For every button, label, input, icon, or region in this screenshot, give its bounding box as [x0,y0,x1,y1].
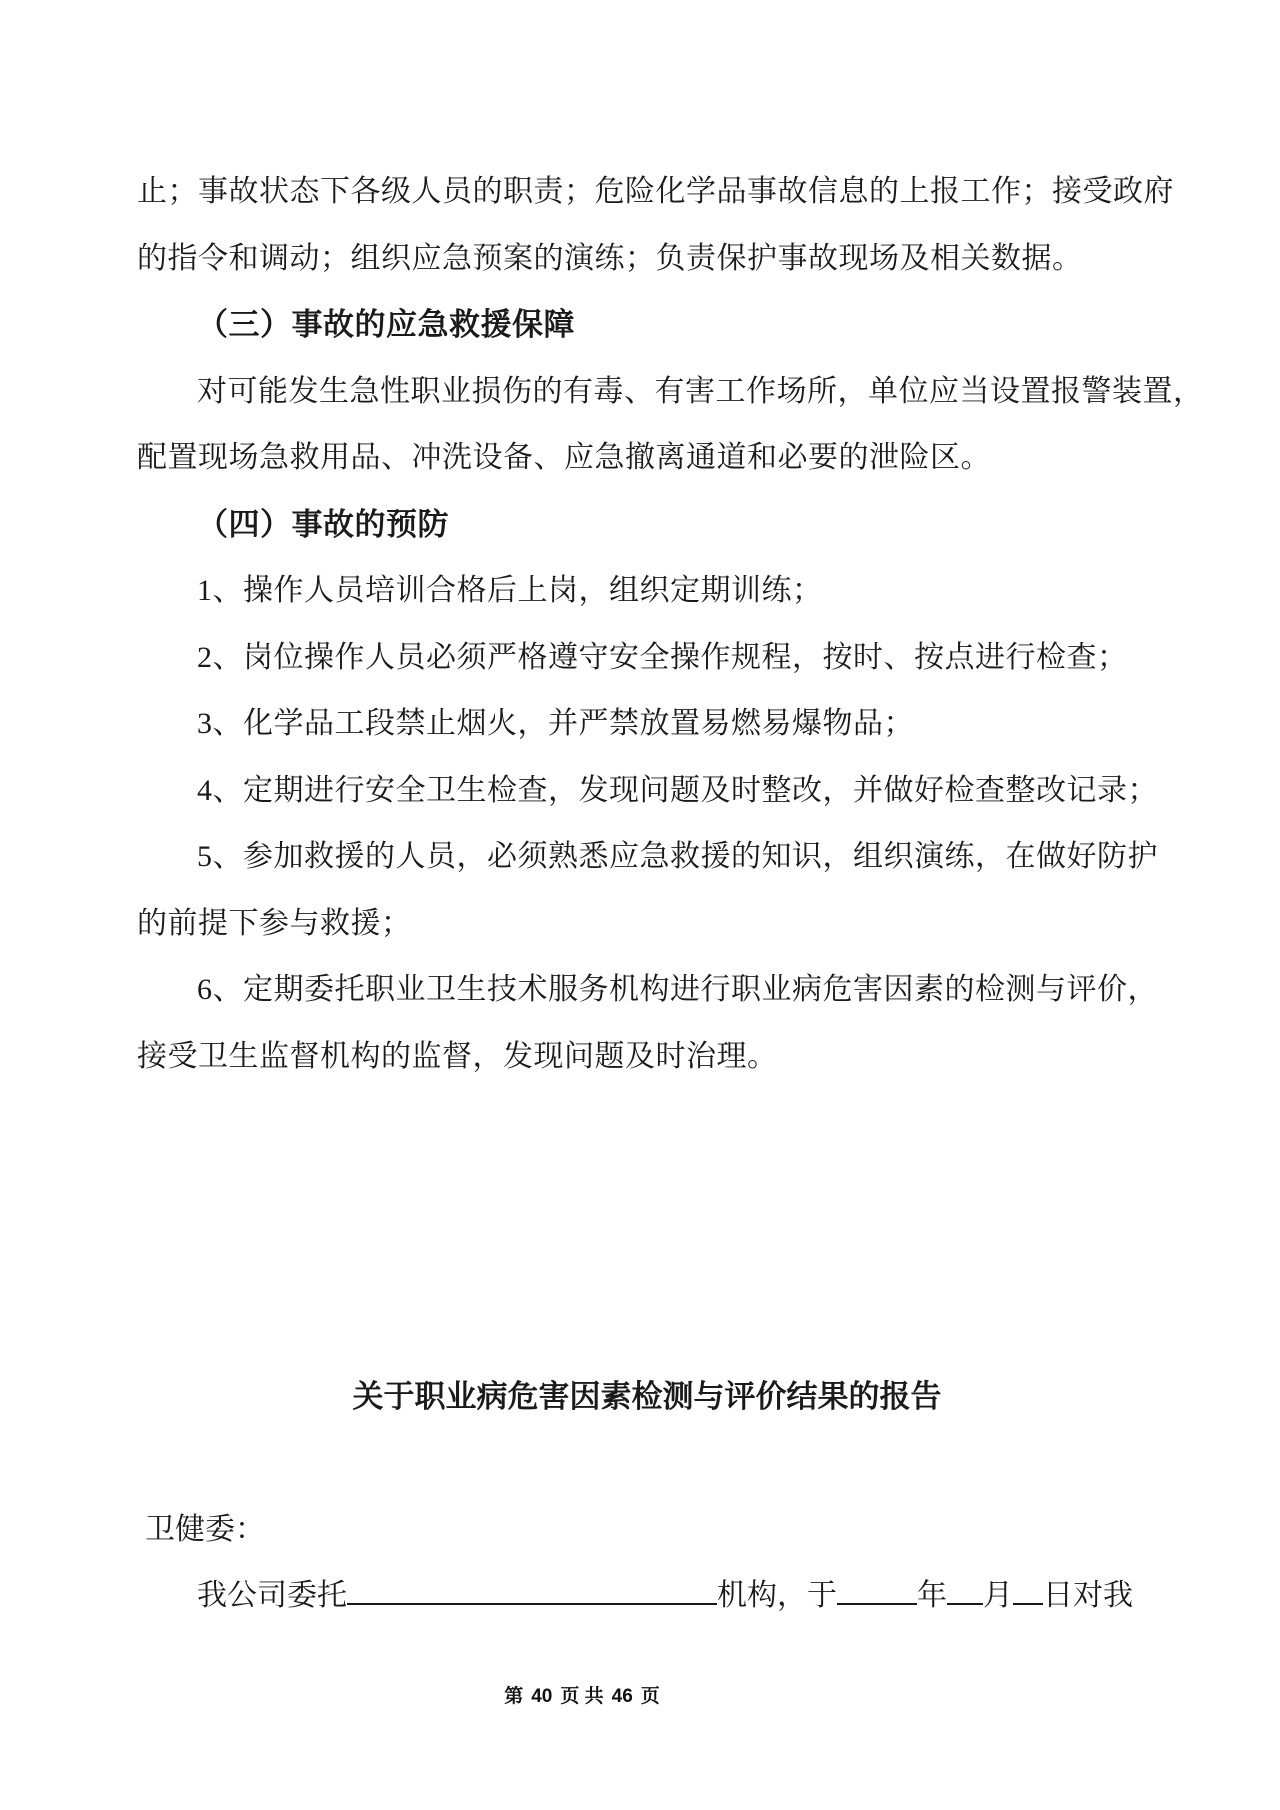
blank-month [947,1578,983,1606]
commission-text-org: 机构，于 [717,1579,837,1612]
list-item-1: 1、操作人员培训合格后上岗，组织定期训练； [197,574,823,607]
commission-text-year: 年 [917,1579,947,1612]
body-line: 的指令和调动；组织应急预案的演练；负责保护事故现场及相关数据。 [137,241,1083,275]
body-line: 对可能发生急性职业损伤的有毒、有害工作场所，单位应当设置报警装置， [197,374,1204,408]
footer-current-page: 40 [531,1686,553,1707]
list-item-5: 5、参加救援的人员，必须熟悉应急救援的知识，组织演练，在做好防护 [197,840,1158,873]
blank-day [1013,1578,1043,1606]
footer-total-pages: 46 [611,1686,633,1707]
footer-middle: 页 共 [560,1686,604,1707]
list-item-2: 2、岗位操作人员必须严格遵守安全操作规程，按时、按点进行检查； [197,640,1128,674]
body-line: 止；事故状态下各级人员的职责；危险化学品事故信息的上报工作；接受政府 [137,175,1174,208]
document-body [137,159,1204,1630]
commission-line [137,1563,1157,1630]
footer-prefix: 第 [504,1686,524,1707]
section-heading-3: （三）事故的应急救援保障 [197,307,575,342]
body-line: 接受卫生监督机构的监督，发现问题及时治理。 [137,1039,778,1073]
commission-text-month: 月 [983,1579,1013,1612]
body-line: 配置现场急救用品、冲洗设备、应急撤离通道和必要的泄险区。 [137,441,991,474]
page-number-footer [0,1681,1164,1708]
list-item-3: 3、化学品工段禁止烟火，并严禁放置易燃易爆物品； [197,707,914,740]
salutation-line: 卫健委： [145,1512,265,1546]
blank-org-name [347,1578,717,1606]
footer-suffix: 页 [640,1686,660,1707]
report-title: 关于职业病危害因素检测与评价结果的报告 [352,1378,942,1414]
body-line: 的前提下参与救援； [137,906,412,940]
list-item-6: 6、定期委托职业卫生技术服务机构进行职业病危害因素的检测与评价， [197,973,1158,1006]
commission-text-day: 日对我 [1043,1579,1133,1612]
list-item-4: 4、定期进行安全卫生检查，发现问题及时整改，并做好检查整改记录； [197,773,1158,807]
commission-text-company: 我公司委托 [197,1579,347,1612]
section-heading-4: （四）事故的预防 [197,506,449,542]
blank-year [837,1578,917,1606]
